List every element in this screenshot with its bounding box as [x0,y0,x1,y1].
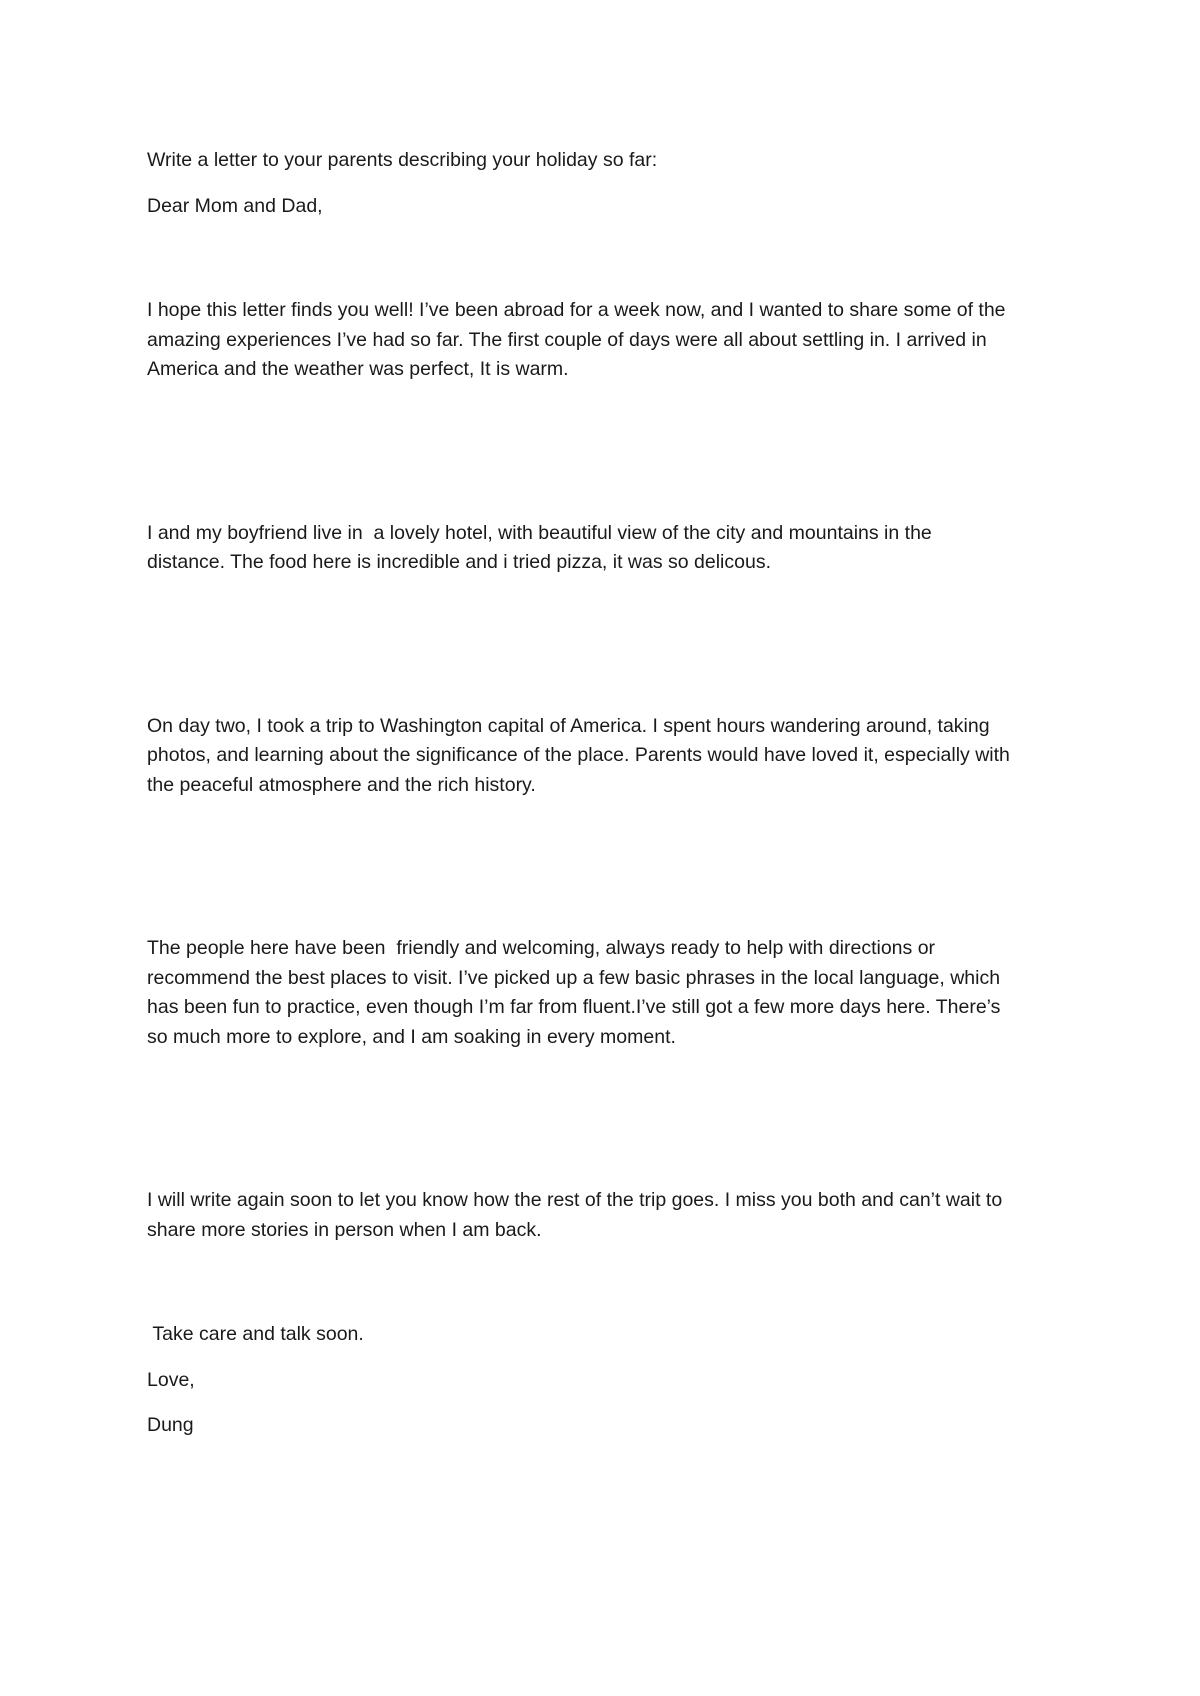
paragraph-line: I and my boyfriend live in a lovely hotel, with beautiful view of the city and mountains in the [147,521,932,544]
paragraph-line: On day two, I took a trip to Washington capital of America. I spent hours wandering around, taking [147,714,990,737]
paragraph-line: The people here have been friendly and welcoming, always ready to help with directions or [147,937,936,959]
closing-line: Take care and talk soon. [147,1323,364,1345]
paragraph-line: photos, and learning about the significance of the place. Parents would have loved it, especially with [147,744,1010,766]
paragraph-4 [147,875,1077,1111]
paragraph-line: amazing experiences I’ve had so far. The first couple of days were all about settling in. I arrived in [147,328,987,351]
paragraph-line: distance. The food here is incredible and i tried pizza, it was so delicous. [147,551,771,573]
paragraph-2 [147,460,1077,637]
paragraph-line: I will write again soon to let you know how the rest of the trip goes. I miss you both and can’t wait to [147,1189,1003,1211]
paragraph-line: has been fun to practice, even though I’m far from fluent.I’ve still got a few more days here. There’s [147,996,1001,1018]
greeting-line: Dear Mom and Dad, [147,194,323,217]
letter-body [147,146,1077,1457]
paragraph-line: America and the weather was perfect, It is warm. [147,358,569,380]
paragraph-line: share more stories in person when I am back. [147,1218,542,1241]
paragraph-5 [147,1127,1077,1304]
paragraph-line: recommend the best places to visit. I’ve picked up a few basic phrases in the local language, which [147,966,1001,989]
signature-line: Dung [147,1414,194,1436]
paragraph-3 [147,653,1077,860]
prompt-line: Write a letter to your parents describing your holiday so far: [147,149,658,171]
signoff-line: Love, [147,1368,195,1391]
paragraph-1 [147,237,1077,444]
paragraph-line: I hope this letter finds you well! I’ve been abroad for a week now, and I wanted to share some of the [147,299,1006,321]
paragraph-line: so much more to explore, and I am soaking in every moment. [147,1025,676,1048]
paragraph-line: the peaceful atmosphere and the rich history. [147,773,536,796]
